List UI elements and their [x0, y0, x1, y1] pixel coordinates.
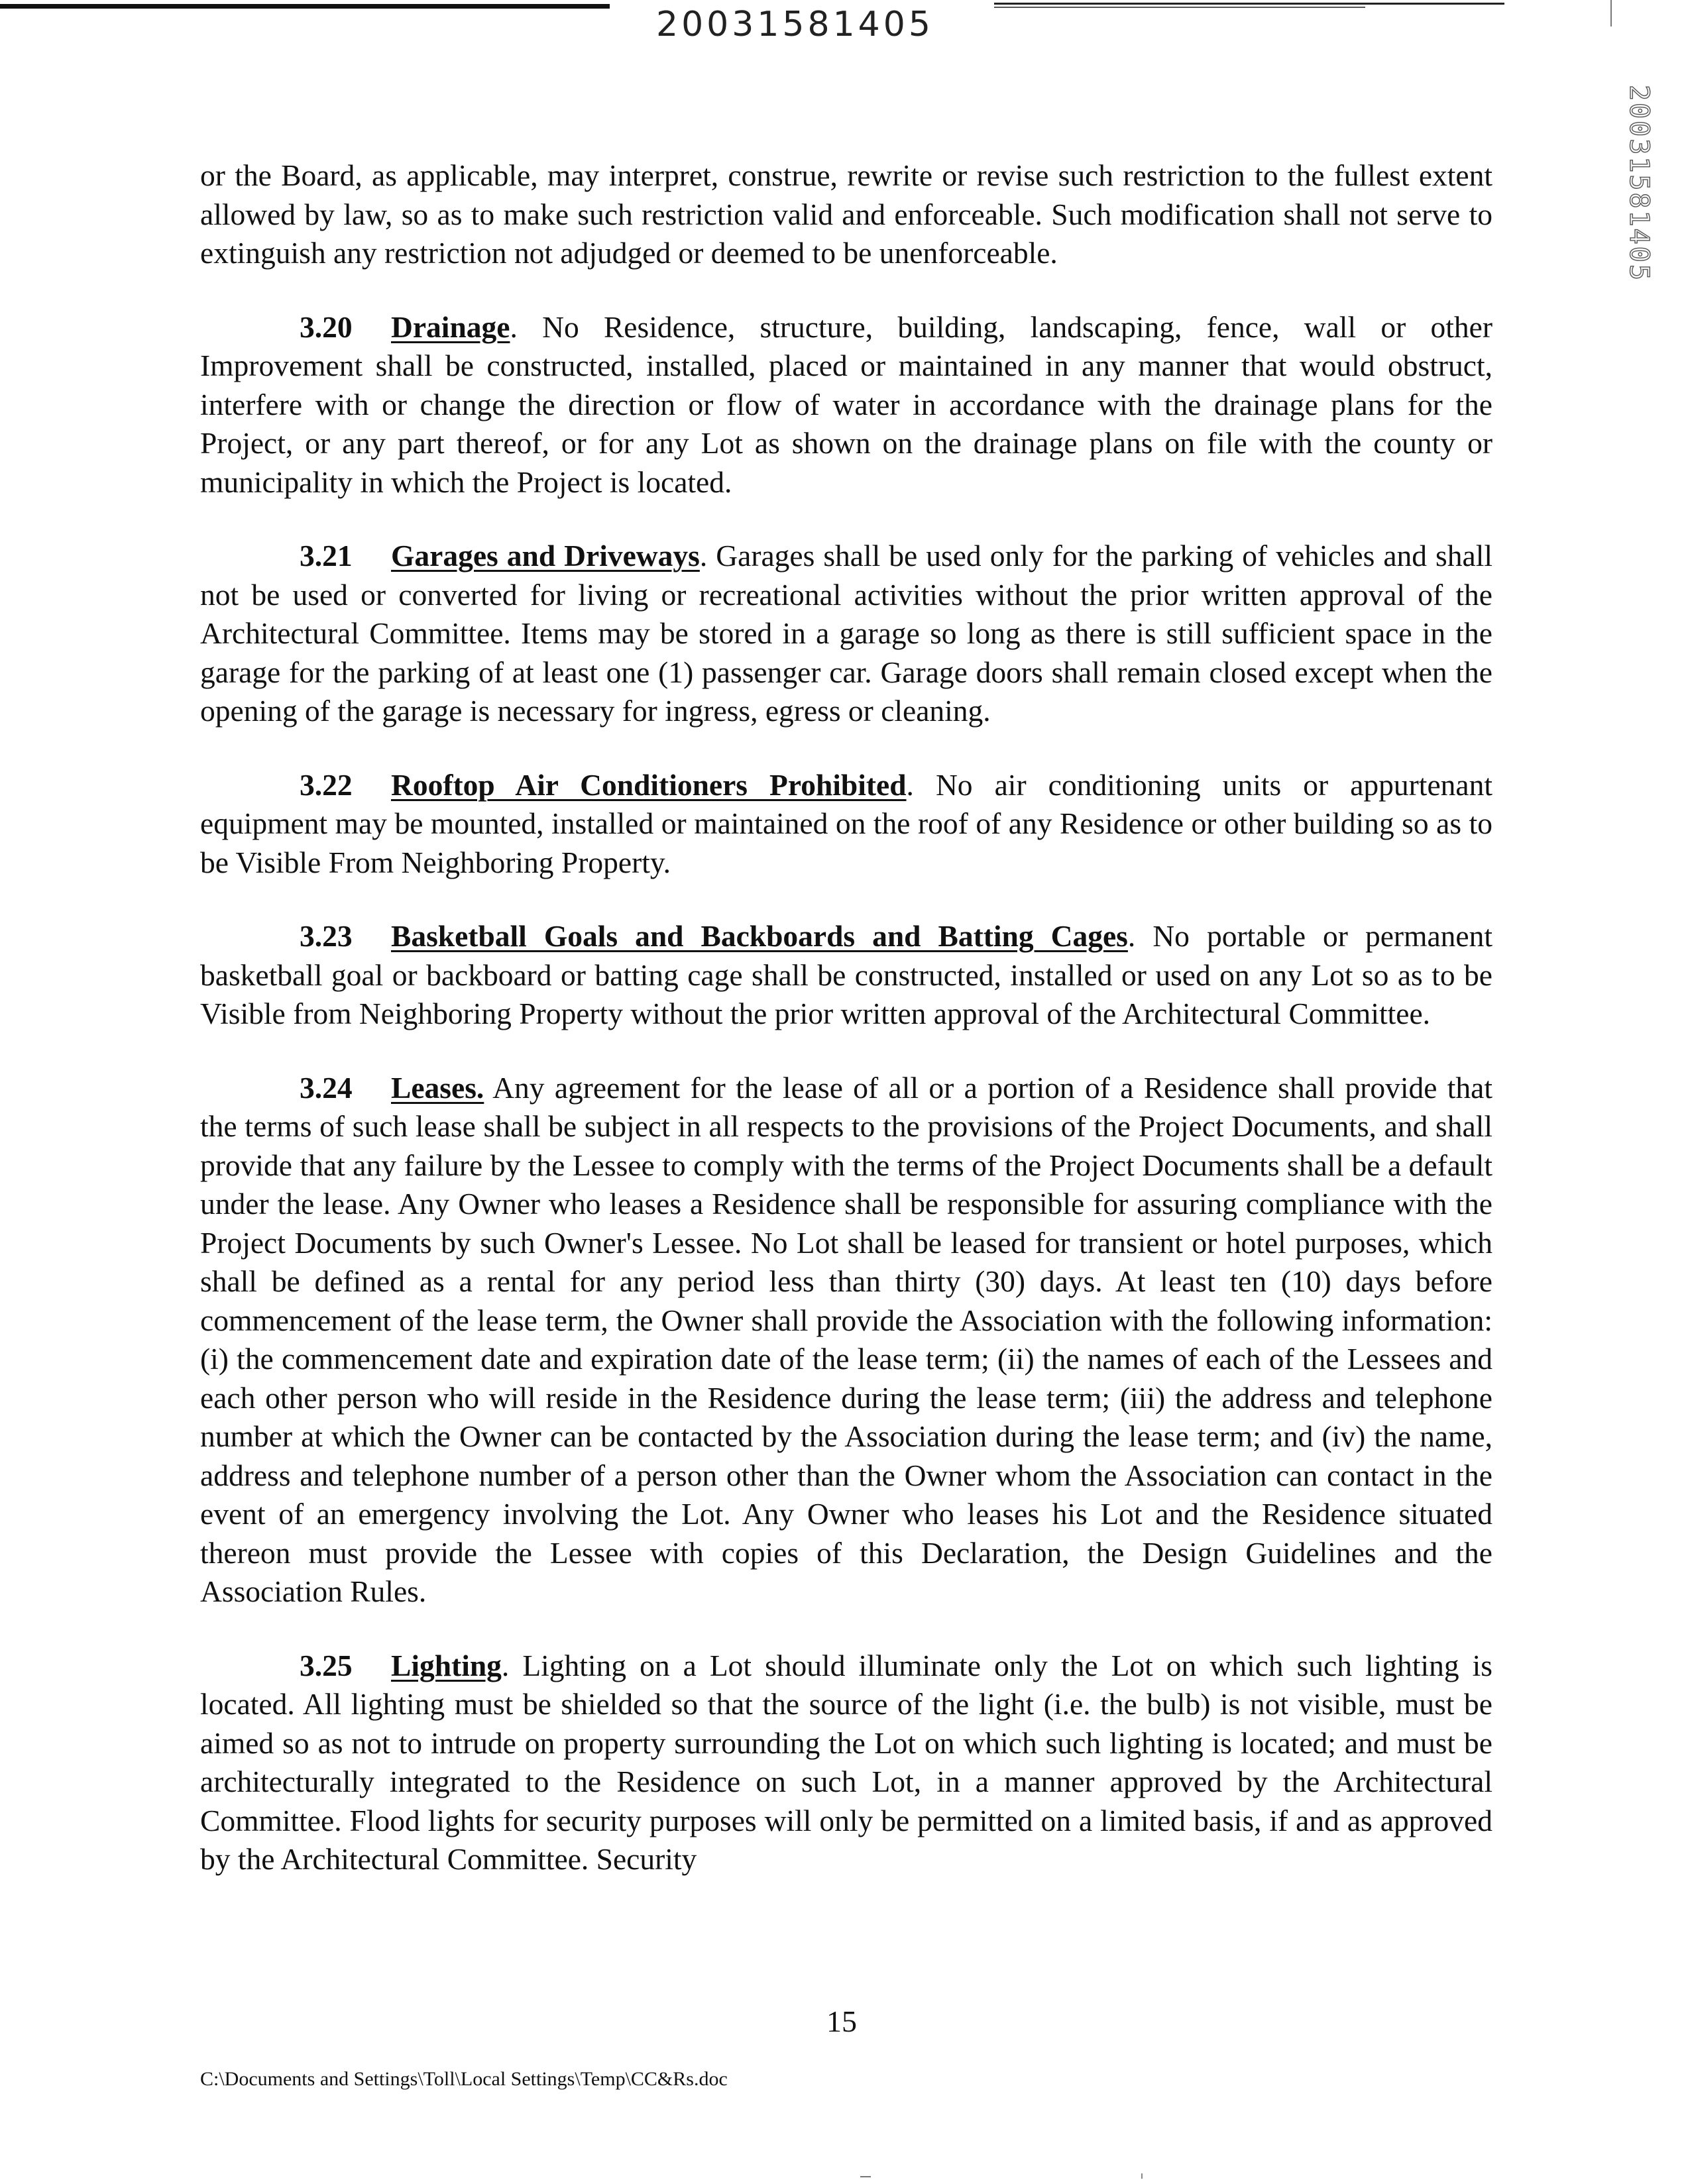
- section-3-21: [200, 537, 1492, 731]
- page-number: 15: [826, 2004, 857, 2038]
- section-body: . No Residence, structure, building, landscaping, fence, wall or other Improvement shall be constructed, installed, placed or maintained in any manner that would obstruct, interfere with or change the direction or flow of water in accordance with the drainage plans for the Project, or any part thereof, or for any Lot as shown on the drainage plans on file with the county or municipality in which the Project is located.: [200, 309, 1492, 499]
- section-number: 3.21: [300, 539, 353, 573]
- document-number: 20031581405: [656, 5, 934, 44]
- section-body: . Garages shall be used only for the parking of vehicles and shall not be used or converted for living or recreational activities without the prior written approval of the Architectural Committee. Items may be stored in a garage so long as there is still sufficient space in the garage for the parking of at least one (1) passenger car. Garage doors shall remain closed except when the opening of the garage is necessary for ingress, egress or cleaning.: [200, 539, 1492, 728]
- footer-file-path: C:\Documents and Settings\Toll\Local Settings\Temp\CC&Rs.doc: [200, 2068, 728, 2090]
- document-body: [200, 156, 1492, 1914]
- section-number: 3.25: [300, 1648, 353, 1682]
- section-3-20: [200, 308, 1492, 502]
- section-3-25: [200, 1647, 1492, 1879]
- section-number: 3.23: [300, 919, 353, 953]
- section-number: 3.24: [300, 1070, 353, 1105]
- section-number: 3.20: [300, 309, 353, 344]
- recording-stamp-graphic: [1596, 80, 1654, 298]
- top-rule-right-secondary: [994, 7, 1365, 8]
- top-rule: [0, 4, 610, 9]
- top-rule-right: [994, 3, 1504, 5]
- recording-stamp: [1596, 80, 1654, 298]
- section-title: Garages and Driveways: [391, 539, 700, 573]
- section-body: . Lighting on a Lot should illuminate only the Lot on which such lighting is located. All lighting must be shielded so that the source of the light (i.e. the bulb) is not visible, must be aimed so as not to intrude on property surrounding the Lot on which such lighting is located; and must be architecturally integrated to the Residence on such Lot, in a manner approved by the Architectural Committee. Flood lights for security purposes will only be permitted on a limited basis, if and as approved by the Architectural Committee. Security: [200, 1648, 1492, 1876]
- section-body: . No portable or permanent basketball goal or backboard or batting cage shall be constructed, installed or used on any Lot so as to be Visible from Neighboring Property without the prior written approval of the Architectural Committee.: [200, 919, 1492, 1030]
- section-number: 3.22: [300, 767, 353, 802]
- bottom-mark: [860, 2176, 871, 2177]
- section-title: Leases.: [391, 1070, 484, 1105]
- section-title: Rooftop Air Conditioners Prohibited: [391, 767, 907, 802]
- edge-mark: [1610, 0, 1612, 27]
- intro-paragraph: or the Board, as applicable, may interpret, construe, rewrite or revise such restriction to the fullest extent allowed by law, so as to make such restriction valid and enforceable. Such modification shall not serve to extinguish any restriction not adjudged or deemed to be unenforceable.: [200, 158, 1492, 270]
- section-title: Basketball Goals and Backboards and Batting Cages: [391, 919, 1128, 953]
- section-3-23: [200, 917, 1492, 1034]
- section-body: Any agreement for the lease of all or a portion of a Residence shall provide that the terms of such lease shall be subject in all respects to the provisions of the Project Documents, and shall provide that any failure by the Lessee to comply with the terms of the Project Documents shall be a default under the lease. Any Owner who leases a Residence shall be responsible for assuring compliance with the Project Documents by such Owner's Lessee. No Lot shall be leased for transient or hotel purposes, which shall be defined as a rental for any period less than thirty (30) days. At least ten (10) days before commencement of the lease term, the Owner shall provide the Association with the following information: (i) the commencement date and expiration date of the lease term; (ii) the names of each of the Lessees and each other person who will reside in the Residence during the lease term; (iii) the address and telephone number at which the Owner can be contacted by the Association during the lease term; and (iv) the name, address and telephone number of a person other than the Owner whom the Association can contact in the event of an emergency involving the Lot. Any Owner who leases his Lot and the Residence situated thereon must provide the Lessee with copies of this Declaration, the Design Guidelines and the Association Rules.: [200, 1070, 1492, 1608]
- recording-stamp-text: 20031581405: [1624, 85, 1654, 282]
- section-body: . No air conditioning units or appurtenant equipment may be mounted, installed or maintained on the roof of any Residence or other building so as to be Visible From Neighboring Property.: [200, 767, 1492, 879]
- section-title: Drainage: [391, 309, 510, 344]
- bottom-mark-secondary: [1141, 2173, 1143, 2179]
- section-title: Lighting: [391, 1648, 502, 1682]
- section-3-22: [200, 766, 1492, 883]
- section-3-24: [200, 1069, 1492, 1611]
